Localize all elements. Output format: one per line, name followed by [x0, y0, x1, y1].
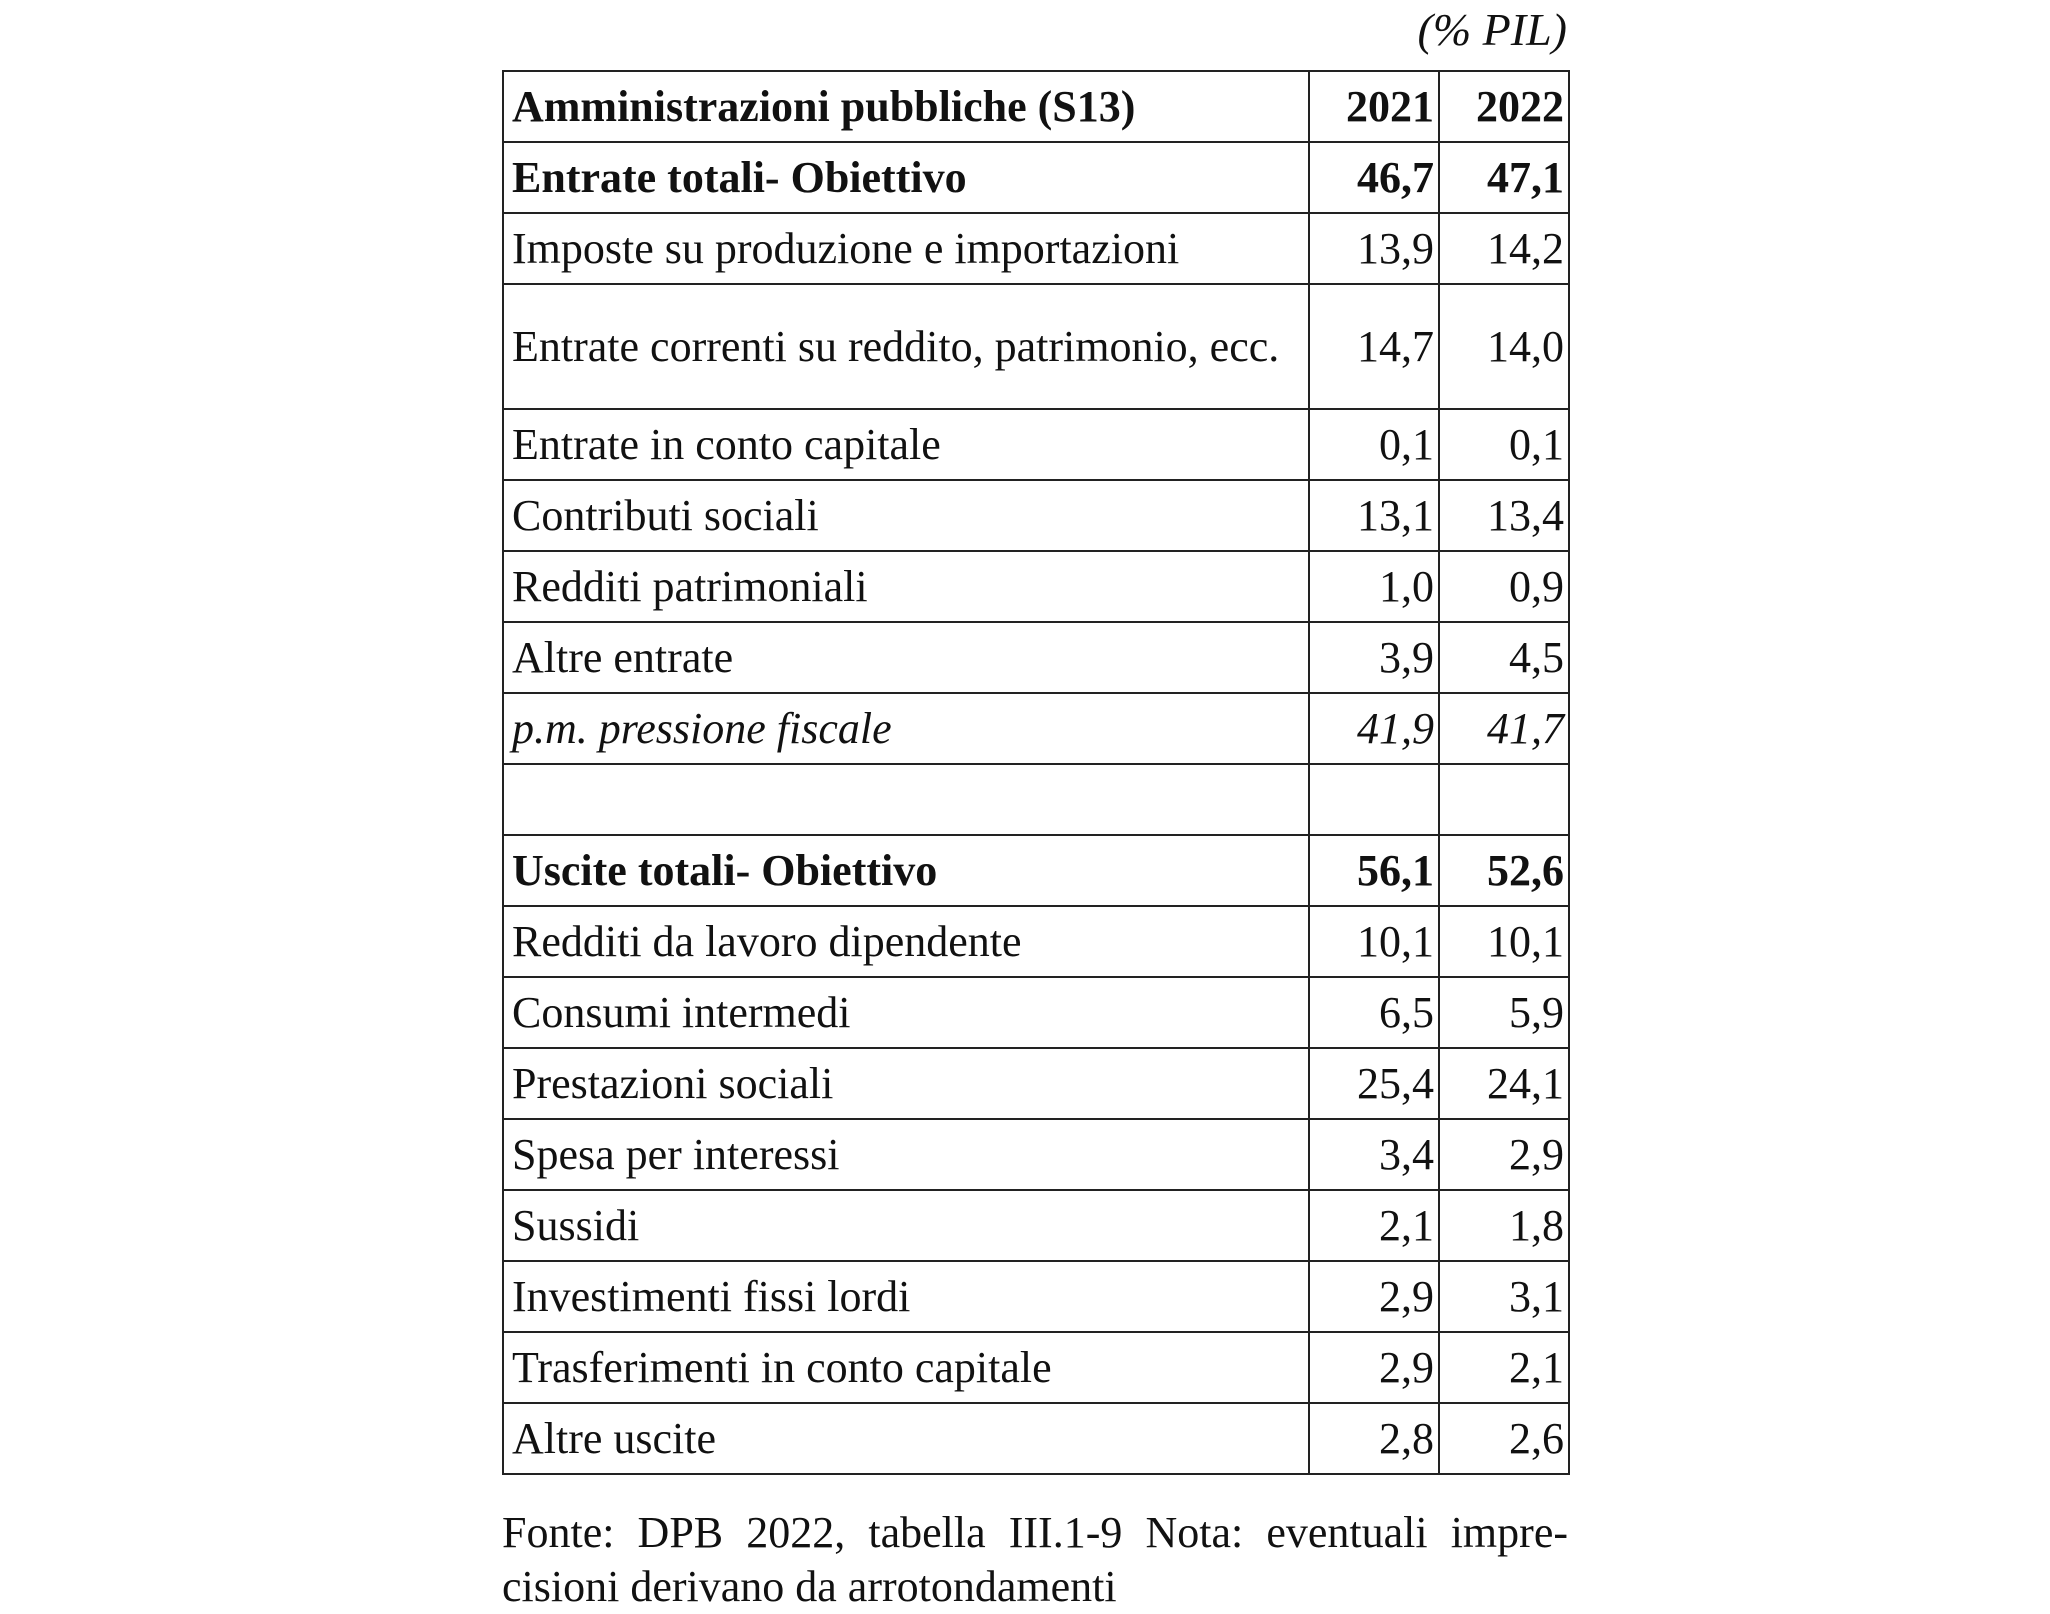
row-label: Entrate in conto capitale [503, 409, 1309, 480]
empty-cell [1309, 764, 1439, 835]
value-2022: 13,4 [1439, 480, 1569, 551]
value-2021: 3,4 [1309, 1119, 1439, 1190]
row-label: Redditi patrimoniali [503, 551, 1309, 622]
value-2022: 52,6 [1439, 835, 1569, 906]
value-2022: 4,5 [1439, 622, 1569, 693]
value-2022: 3,1 [1439, 1261, 1569, 1332]
unit-label: (% PIL) [1417, 4, 1567, 55]
table-row [503, 213, 1569, 284]
table-row [503, 480, 1569, 551]
value-2021: 2,8 [1309, 1403, 1439, 1474]
value-2021: 46,7 [1309, 142, 1439, 213]
row-label: Consumi intermedi [503, 977, 1309, 1048]
table-row [503, 142, 1569, 213]
row-label: Redditi da lavoro dipendente [503, 906, 1309, 977]
table-row [503, 1403, 1569, 1474]
empty-cell [1439, 764, 1569, 835]
table-row [503, 409, 1569, 480]
value-2022: 10,1 [1439, 906, 1569, 977]
table-row [503, 906, 1569, 977]
table-row [503, 1261, 1569, 1332]
row-label: Contributi sociali [503, 480, 1309, 551]
header-year-2021: 2021 [1309, 71, 1439, 142]
header-year-2022: 2022 [1439, 71, 1569, 142]
row-label: Imposte su produzione e importazioni [503, 213, 1309, 284]
spacer-row [503, 764, 1569, 835]
public-finance-table [502, 70, 1570, 1475]
row-label: Entrate totali- Obiettivo [503, 142, 1309, 213]
value-2022: 41,7 [1439, 693, 1569, 764]
value-2021: 25,4 [1309, 1048, 1439, 1119]
table-row [503, 284, 1569, 409]
header-label: Amministrazioni pubbliche (S13) [503, 71, 1309, 142]
value-2022: 0,9 [1439, 551, 1569, 622]
value-2022: 5,9 [1439, 977, 1569, 1048]
header-row [503, 71, 1569, 142]
value-2022: 24,1 [1439, 1048, 1569, 1119]
value-2022: 0,1 [1439, 409, 1569, 480]
table-row [503, 835, 1569, 906]
value-2022: 2,9 [1439, 1119, 1569, 1190]
row-label: Uscite totali- Obiettivo [503, 835, 1309, 906]
value-2021: 2,9 [1309, 1261, 1439, 1332]
value-2021: 6,5 [1309, 977, 1439, 1048]
table-row [503, 1048, 1569, 1119]
value-2021: 14,7 [1309, 284, 1439, 409]
row-label: p.m. pressione fiscale [503, 693, 1309, 764]
row-label: Investimenti fissi lordi [503, 1261, 1309, 1332]
empty-cell [503, 764, 1309, 835]
source-note: Fonte: DPB 2022, tabella III.1-9 Nota: eventuali impre-cisioni derivano da arrotondamenti [502, 1508, 1568, 1611]
value-2021: 0,1 [1309, 409, 1439, 480]
row-label: Altre uscite [503, 1403, 1309, 1474]
row-label: Altre entrate [503, 622, 1309, 693]
value-2021: 2,9 [1309, 1332, 1439, 1403]
value-2022: 1,8 [1439, 1190, 1569, 1261]
value-2021: 13,1 [1309, 480, 1439, 551]
value-2021: 56,1 [1309, 835, 1439, 906]
value-2022: 14,0 [1439, 284, 1569, 409]
value-2021: 2,1 [1309, 1190, 1439, 1261]
value-2022: 14,2 [1439, 213, 1569, 284]
value-2022: 47,1 [1439, 142, 1569, 213]
value-2021: 41,9 [1309, 693, 1439, 764]
row-label: Trasferimenti in conto capitale [503, 1332, 1309, 1403]
row-label: Prestazioni sociali [503, 1048, 1309, 1119]
row-label: Sussidi [503, 1190, 1309, 1261]
value-2021: 10,1 [1309, 906, 1439, 977]
table-row [503, 977, 1569, 1048]
value-2021: 13,9 [1309, 213, 1439, 284]
value-2022: 2,1 [1439, 1332, 1569, 1403]
table-row [503, 693, 1569, 764]
table-row [503, 1119, 1569, 1190]
row-label: Spesa per interessi [503, 1119, 1309, 1190]
value-2021: 1,0 [1309, 551, 1439, 622]
value-2022: 2,6 [1439, 1403, 1569, 1474]
table-row [503, 1190, 1569, 1261]
table-row [503, 1332, 1569, 1403]
row-label: Entrate correnti su reddito, patrimonio, ecc. [503, 284, 1309, 409]
table-row [503, 622, 1569, 693]
table-row [503, 551, 1569, 622]
value-2021: 3,9 [1309, 622, 1439, 693]
